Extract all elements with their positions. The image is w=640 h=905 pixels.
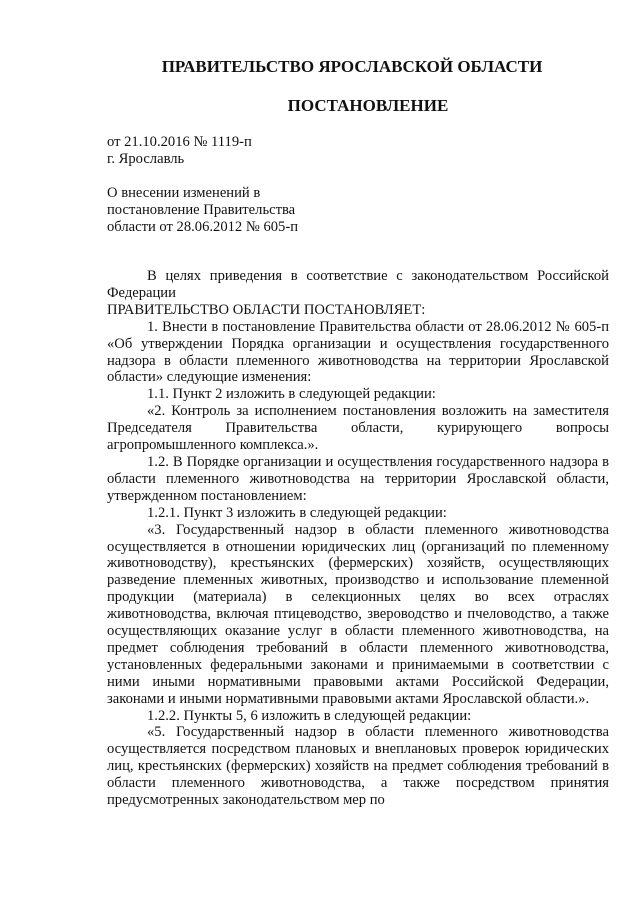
document-city: г. Ярославль [107, 151, 185, 167]
body-paragraph: 1.2.1. Пункт 3 изложить в следующей редакции: [147, 504, 447, 521]
document-subject-line: О внесении изменений в [107, 185, 261, 201]
document-subject-line: области от 28.06.2012 № 605-п [107, 219, 299, 235]
body-paragraph: «5. Государственный надзор в области племенного животноводства осуществляется посредством плановых и внеплановых проверок юридических лиц, крестьянских (фермерских) хозяйств на предмет соблюдения требований в области племенного животноводства, а также посредством принятия предусмотренных законодательством мер по [107, 724, 609, 809]
body-paragraph: ПРАВИТЕЛЬСТВО ОБЛАСТИ ПОСТАНОВЛЯЕТ: [107, 301, 426, 318]
document-body [107, 268, 609, 809]
body-paragraph: 1.1. Пункт 2 изложить в следующей редакции: [147, 386, 436, 403]
body-paragraph: «3. Государственный надзор в области племенного животноводства осуществляется в отношении юридических лиц (организаций по племенному животноводству), крестьянских (фермерских) хозяйств, осуществляющих разведение племенных животных, производство и использование племенной продукции (материала) в селекционных целях во всех отраслях животноводства, включая птицеводство, звероводство и пчеловодство, а также осуществляющих оказание услуг в области племенного животноводства, на предмет соблюдения требований в области племенного животноводства, установленных федеральными законами и принимаемыми в соответствии с ними иными нормативными правовыми актами Российской Федерации, законами и иными нормативными правовыми актами Ярославской области.». [107, 521, 609, 707]
body-paragraph: «2. Контроль за исполнением постановления возложить на заместителя Председателя Правительства области, курирующего вопросы агропромышленного комплекса.». [107, 403, 609, 454]
document-authority: ПРАВИТЕЛЬСТВО ЯРОСЛАВСКОЙ ОБЛАСТИ [161, 57, 543, 76]
body-paragraph: В целях приведения в соответствие с законодательством Российской Федерации [107, 268, 609, 301]
body-paragraph: 1.2. В Порядке организации и осуществления государственного надзора в области племенного животноводства на территории Ярославской области, утвержденном постановлением: [107, 453, 609, 504]
document-subject-line: постановление Правительства [107, 202, 296, 218]
document-date-number: от 21.10.2016 № 1119-п [107, 134, 252, 150]
body-paragraph: 1. Внести в постановление Правительства области от 28.06.2012 № 605-п «Об утверждении Порядка организации и осуществления государственного надзора в области племенного животноводства на территории Ярославской области» следующие изменения: [107, 318, 609, 386]
body-paragraph: 1.2.2. Пункты 5, 6 изложить в следующей редакции: [147, 707, 472, 724]
document-type: ПОСТАНОВЛЕНИЕ [287, 96, 449, 115]
